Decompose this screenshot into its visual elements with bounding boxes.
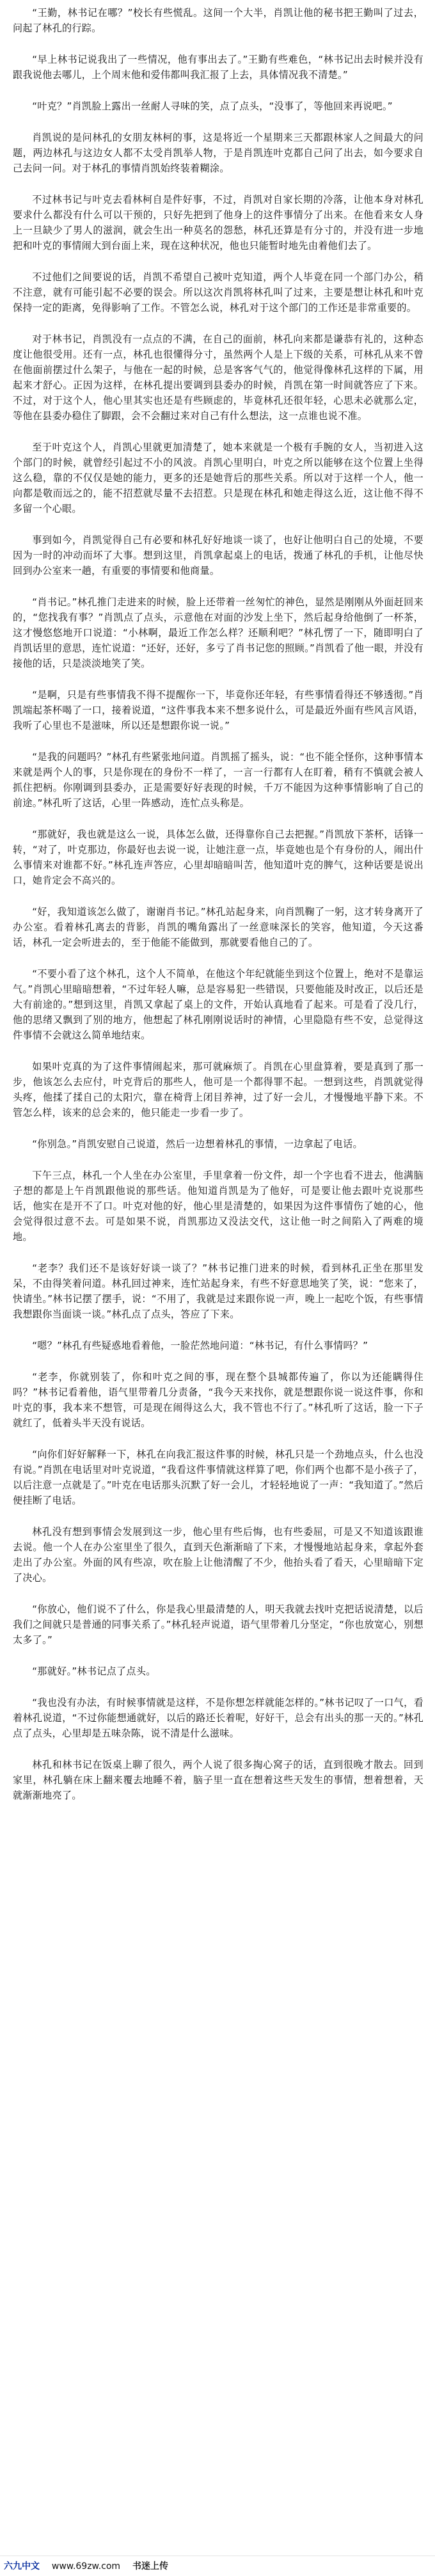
paragraph: 不过林书记与叶克去看林柯自是件好事，不过，肖凯对自家长期的冷落，让他本身对林孔要求什么都没有什么可以干预的，只好先把到了他身上的这件事情分了出来。在他看来女人身上一旦缺少了男人的滋润，就会生出一种莫名的怨愁，林孔还算是有分寸的，并没有进一步地把和叶克的事情闹大到台面上来，现在这种状况，他也只能暂时地先由着他们去了。 [13,194,423,251]
site-name[interactable]: 六九中文 [4,2561,40,2572]
paragraph: “老李，你就别装了，你和叶克之间的事，现在整个县城都传遍了，你以为还能瞒得住吗？”林书记看着他，语气里带着几分责备，“我今天来找你，就是想跟你说一说这件事，你和叶克的事，我本来不想管，可是现在闹得这么大，我不管也不行了。”林孔听了这话，脸一下子就红了，低着头半天没有说话。 [13,1371,423,1429]
paragraph: 如果叶克真的为了这件事情闹起来，那可就麻烦了。肖凯在心里盘算着，要是真到了那一步，他该怎么去应付，叶克背后的那些人，他可是一个都得罪不起。一想到这些，肖凯就觉得头疼，他揉了揉自己的太阳穴，靠在椅背上闭目养神，过了好一会儿，才慢慢地平静下来。不管怎么样，该来的总会来的，他只能走一步看一步了。 [13,1061,423,1118]
paragraph: 对于林书记，肖凯没有一点点的不满，在自己的面前，林孔向来都是谦恭有礼的，这种态度让他很受用。还有一点，林孔也很懂得分寸，虽然两个人是上下级的关系，可林孔从来不曾在他面前摆过什么架子，与他在一起的时候，总是客客气气的，他觉得像林孔这样的下属，用起来才舒心。正因为这样，在林孔提出要调到县委办的时候，肖凯在第一时间就答应了下来。不过，对于这个人，他心里其实也还是有些顾虑的，毕竟林孔还很年轻，心思未必就那么定，等他在县委办稳住了脚跟，会不会翻过来对自己有什么想法，这一点谁也说不准。 [13,333,423,422]
upload-label: 书迷上传 [132,2561,168,2572]
paragraph: “好，我知道该怎么做了，谢谢肖书记。”林孔站起身来，向肖凯鞠了一躬，这才转身离开了办公室。看着林孔离去的背影，肖凯的嘴角露出了一丝意味深长的笑容，他知道，今天这番话，林孔一定会听进去的，至于他能不能做到，那就要看他自己的了。 [13,906,423,948]
paragraph: “那就好，我也就是这么一说，具体怎么做，还得靠你自己去把握。”肖凯放下茶杯，话锋一转，“对了，叶克那边，你最好也去说一说，让她注意一点，毕竟她也是个有身份的人，闹出什么事情来对谁都不好。”林孔连声答应，心里却暗暗叫苦，他知道叶克的脾气，这种话要是说出口，她肯定会不高兴的。 [13,829,423,886]
paragraph: “嗯？”林孔有些疑惑地看着他，一脸茫然地问道：“林书记，有什么事情吗？” [32,1340,368,1351]
paragraph: “叶克？”肖凯脸上露出一丝耐人寻味的笑，点了点头，“没事了，等他回来再说吧。” [32,100,393,112]
site-footer [0,2556,435,2576]
paragraph: “肖书记。”林孔推门走进来的时候，脸上还带着一丝匆忙的神色，显然是刚刚从外面赶回来的，“您找我有事？”肖凯点了点头，示意他在对面的沙发上坐下，然后起身给他倒了一杯茶，这才慢悠悠地开口说道：“小林啊，最近工作怎么样？还顺利吧？”林孔愣了一下，随即明白了肖凯话里的意思，连忙说道：“还好，还好，多亏了肖书记您的照顾。”肖凯看了他一眼，并没有接他的话，只是淡淡地笑了笑。 [13,596,423,669]
paragraph: “你别急。”肖凯安慰自己说道，然后一边想着林孔的事情，一边拿起了电话。 [32,1138,363,1150]
paragraph: 林孔没有想到事情会发展到这一步，他心里有些后悔，也有些委屈，可是又不知道该跟谁去说。他一个人在办公室里坐了很久，直到天色渐渐暗了下来，才慢慢地站起身来，拿起外套走出了办公室。外面的风有些凉，吹在脸上让他清醒了不少，他抬头看了看天，心里暗暗下定了决心。 [13,1526,423,1584]
paragraph: “那就好。”林书记点了点头。 [32,1666,156,1677]
paragraph: “我也没有办法，有时候事情就是这样，不是你想怎样就能怎样的。”林书记叹了一口气，看着林孔说道，“不过你能想通就好，以后的路还长着呢，好好干，总会有出头的那一天的。”林孔点了点头，心里却是五味杂陈，说不清是什么滋味。 [13,1697,423,1739]
paragraph: “早上林书记说我出了一些情况，他有事出去了。”王勤有些难色，“林书记出去时候并没有跟我说他去哪儿，上个周末他和爱伟都叫我汇报了上去，具体情况我不清楚。” [13,54,423,81]
paragraph: “你放心，他们说不了什么，你是我心里最清楚的人，明天我就去找叶克把话说清楚，以后我们之间就只是普通的同事关系了。”林孔轻声说道，语气里带着几分坚定，“你也放宽心，别想太多了。” [13,1603,423,1646]
site-url[interactable]: www.69zw.com [51,2561,121,2572]
paragraph: 不过他们之间要说的话，肖凯不希望自己被叶克知道，两个人毕竟在同一个部门办公，稍不注意，就有可能引起不必要的误会。所以这次肖凯将林孔叫了过来，主要是想让林孔和叶克保持一定的距离，免得影响了工作。不管怎么说，林孔对于这个部门的工作还是非常重要的。 [13,271,423,314]
paragraph: 事到如今，肖凯觉得自己有必要和林孔好好地谈一谈了，也好让他明白自己的处境，不要因为一时的冲动而坏了大事。想到这里，肖凯拿起桌上的电话，拨通了林孔的手机，让他尽快回到办公室来一趟，有重要的事情要和他商量。 [13,534,423,576]
paragraph: “王勤，林书记在哪？”校长有些慌乱。这间一个大半，肖凯让他的秘书把王勤叫了过去，问起了林孔的行踪。 [13,7,423,34]
paragraph: “老李？我们还不是该好好谈一谈了？”林书记推门进来的时候，看到林孔正坐在那里发呆，不由得笑着问道。林孔回过神来，连忙站起身来，有些不好意思地笑了笑，说：“您来了，快请坐。”林书记摆了摆手，说：“不用了，我就是过来跟你说一声，晚上一起吃个饭，有些事情我想跟你当面谈一谈。”林孔点了点头，答应了下来。 [13,1262,423,1320]
paragraph: “是我的问题吗？”林孔有些紧张地问道。肖凯摇了摇头，说：“也不能全怪你，这种事情本来就是两个人的事，只是你现在的身份不一样了，一言一行都有人在盯着，稍有不慎就会被人抓住把柄。你刚调到县委办，正是需要好好表现的时候，千万不能因为这种事情影响了自己的前途。”林孔听了这话，心里一阵感动，连忙点头称是。 [13,751,423,809]
paragraph: “向你们好好解释一下，林孔在向我汇报这件事的时候，林孔只是一个劲地点头，什么也没有说。”肖凯在电话里对叶克说道，“我看这件事情就这样算了吧，你们两个也都不是小孩子了，以后注意一点就是了。”叶克在电话那头沉默了好一会儿，才轻轻地说了一声：“我知道了。”然后便挂断了电话。 [13,1449,423,1506]
paragraph: 肖凯说的是问林孔的女朋友林柯的事，这是将近一个星期来三天都跟林家人之间最大的问题，两边林孔与这边女人都不太受肖凯举人物，于是肖凯连叶克都自己问了出去，如今要求自己去问一问。对于林孔的事情肖凯始终装着糊涂。 [13,132,423,174]
paragraph: 至于叶克这个人，肖凯心里就更加清楚了，她本来就是一个极有手腕的女人，当初进入这个部门的时候，就曾经引起过不小的风波。肖凯心里明白，叶克之所以能够在这个位置上坐得这么稳，靠的不仅仅是她的能力，更多的还是她背后的那些关系。所以对于这样一个人，他一向都是敬而远之的，能不招惹就尽量不去招惹。只是现在林孔和她走得这么近，这让他不得不多留一个心眼。 [13,441,423,514]
paragraph: “不要小看了这个林孔，这个人不简单，在他这个年纪就能坐到这个位置上，绝对不是靠运气。”肖凯心里暗暗想着，“不过年轻人嘛，总是容易犯一些错误，只要他能及时改正，以后还是大有前途的。”想到这里，肖凯又拿起了桌上的文件，开始认真地看了起来。可是看了没几行，他的思绪又飘到了别的地方，他想起了林孔刚刚说话时的神情，心里隐隐有些不安，总觉得这件事情不会就这么简单地结束。 [13,968,423,1041]
paragraph: 下午三点，林孔一个人坐在办公室里，手里拿着一份文件，却一个字也看不进去，他满脑子想的都是上午肖凯跟他说的那些话。他知道肖凯是为了他好，可是要让他去跟叶克说那些话，他实在是开不了口。叶克对他的好，他心里是清楚的，如果因为这件事情伤了她的心，他会觉得很过意不去。可是如果不说，肖凯那边又没法交代，这让他一时之间陷入了两难的境地。 [13,1170,423,1243]
paragraph: “是啊，只是有些事情我不得不提醒你一下，毕竟你还年轻，有些事情看得还不够透彻。”肖凯端起茶杯喝了一口，接着说道，“这件事我本来不想多说什么，可是最近外面有些风言风语，我听了心里也不是滋味，所以还是想跟你说一说。” [13,689,423,731]
paragraph: 林孔和林书记在饭桌上聊了很久，两个人说了很多掏心窝子的话，直到很晚才散去。回到家里，林孔躺在床上翻来覆去地睡不着，脑子里一直在想着这些天发生的事情，想着想着，天就渐渐地亮了。 [13,1759,423,1801]
